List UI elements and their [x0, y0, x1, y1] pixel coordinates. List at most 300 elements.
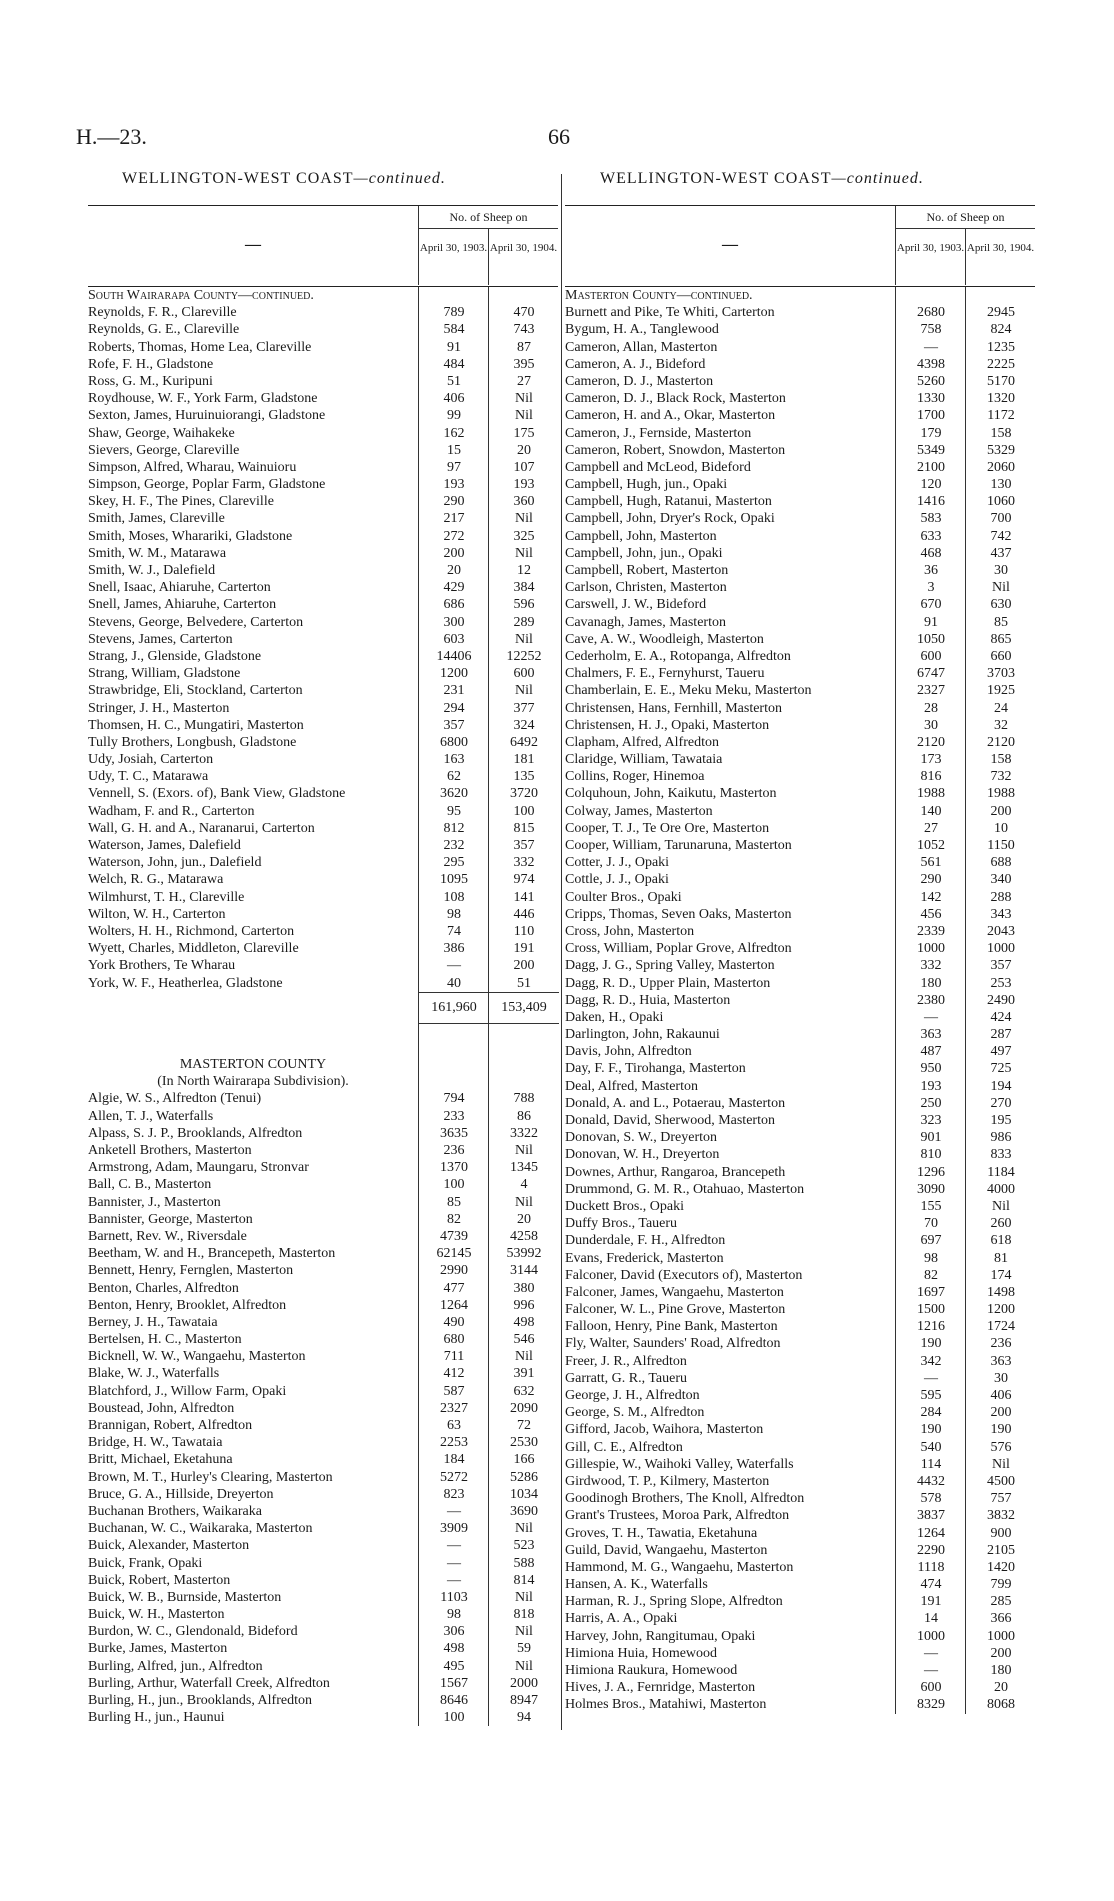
sheep-1903: 98	[418, 1606, 489, 1623]
sheep-1903: 97	[418, 459, 489, 476]
sheep-1903: 180	[895, 975, 966, 992]
owner-name: Simpson, George, Poplar Farm, Gladstone	[88, 477, 326, 493]
owner-name: Waterson, James, Dalefield	[88, 838, 241, 853]
sheep-1903: 142	[895, 889, 966, 906]
owner-name: Buick, W. B., Burnside, Masterton	[88, 1589, 282, 1605]
owner-name: Goodinogh Brothers, The Knoll, Alfredton	[565, 1491, 805, 1507]
owner-name: Wolters, H. H., Richmond, Carterton	[88, 923, 295, 939]
owner-name: Campbell and McLeod, Bideford	[565, 459, 751, 475]
sheep-1903: 406	[418, 390, 489, 407]
owner-name: Welch, R. G., Matarawa	[88, 872, 224, 888]
table-row	[88, 1348, 558, 1365]
owner-name: Bennett, Henry, Fernglen, Masterton	[88, 1263, 294, 1279]
left-section-b-heading	[88, 1056, 558, 1090]
owner-name: Groves, T. H., Tawatia, Eketahuna	[565, 1525, 758, 1541]
sheep-1903: 232	[418, 837, 489, 854]
sheep-1903: 1052	[895, 837, 966, 854]
owner-name: Campbell, Hugh, jun., Opaki	[565, 477, 728, 493]
table-row	[565, 906, 1035, 923]
owner-name: Hammond, M. G., Wangaehu, Masterton	[565, 1559, 794, 1575]
sheep-1904: 53992	[488, 1245, 559, 1262]
table-row	[88, 751, 558, 768]
owner-name: Christensen, H. J., Opaki, Masterton	[565, 717, 770, 733]
table-row	[88, 1211, 558, 1228]
table-row	[88, 768, 558, 785]
sheep-1904: 632	[488, 1383, 559, 1400]
sheep-1904: 325	[488, 528, 559, 545]
owner-name: Cameron, Robert, Snowdon, Masterton	[565, 442, 786, 458]
sheep-1903: 4398	[895, 356, 966, 373]
sheep-1904: 85	[965, 614, 1036, 631]
owner-name: Falconer, James, Wangaehu, Masterton	[565, 1284, 784, 1300]
cell-empty	[418, 1056, 489, 1073]
sheep-1904: 20	[965, 1679, 1036, 1696]
owner-name: Brannigan, Robert, Alfredton	[88, 1418, 253, 1433]
owner-name: Buick, Robert, Masterton	[88, 1572, 231, 1588]
table-row	[88, 1280, 558, 1297]
table-row	[88, 1194, 558, 1211]
table-row	[88, 785, 558, 802]
sheep-1903: 587	[418, 1383, 489, 1400]
owner-name: Cameron, H. and A., Okar, Masterton	[565, 408, 776, 424]
right-title-text: WELLINGTON-WEST COAST	[600, 170, 832, 187]
table-row	[565, 1593, 1035, 1610]
owner-name: Strang, J., Glenside, Gladstone	[88, 648, 262, 664]
sheep-1903: 342	[895, 1353, 966, 1370]
owner-name: Wadham, F. and R., Carterton	[88, 803, 255, 819]
table-row	[88, 1572, 558, 1589]
sheep-1904: 974	[488, 871, 559, 888]
table-row	[565, 1232, 1035, 1249]
sheep-1903: 14	[895, 1610, 966, 1627]
sheep-1903: 794	[418, 1090, 489, 1107]
table-row	[565, 1284, 1035, 1301]
owner-name: Thomsen, H. C., Mungatiri, Masterton	[88, 717, 304, 733]
sheep-1904: 285	[965, 1593, 1036, 1610]
sheep-1904: 174	[965, 1267, 1036, 1284]
sheep-1904: 12252	[488, 648, 559, 665]
sheep-1903: 332	[895, 957, 966, 974]
table-row	[88, 528, 558, 545]
table-row	[88, 1434, 558, 1451]
table-row	[565, 356, 1035, 373]
table-row	[88, 1589, 558, 1606]
sheep-1904: Nil	[488, 390, 559, 407]
sheep-1904: 30	[965, 562, 1036, 579]
sheep-1903: 1988	[895, 785, 966, 802]
table-row	[565, 1456, 1035, 1473]
table-row	[565, 1353, 1035, 1370]
table-row	[565, 785, 1035, 802]
owner-name: Day, F. F., Tirohanga, Masterton	[565, 1061, 746, 1077]
table-row	[565, 390, 1035, 407]
table-row	[565, 871, 1035, 888]
sheep-1903: 1103	[418, 1589, 489, 1606]
owner-name: Harman, R. J., Spring Slope, Alfredton	[565, 1594, 783, 1610]
sheep-1904: 725	[965, 1060, 1036, 1077]
sheep-1904: 3720	[488, 785, 559, 802]
table-row	[88, 1606, 558, 1623]
sheep-1904: 865	[965, 631, 1036, 648]
sheep-1903: 386	[418, 940, 489, 957]
sheep-1904: Nil	[488, 407, 559, 424]
sheep-1903: 1500	[895, 1301, 966, 1318]
table-row	[565, 1215, 1035, 1232]
sheep-1903: 200	[418, 545, 489, 562]
sheep-1904: 660	[965, 648, 1036, 665]
sheep-1903: 490	[418, 1314, 489, 1331]
sheep-1903: —	[895, 339, 966, 356]
table-row	[88, 923, 558, 940]
table-row	[565, 975, 1035, 992]
owner-name: Burling, H., jun., Brooklands, Alfredton	[88, 1693, 312, 1708]
owner-name: Smith, James, Clareville	[88, 511, 225, 527]
owner-name: Dagg, R. D., Upper Plain, Masterton	[565, 975, 771, 991]
table-row	[565, 837, 1035, 854]
sheep-1904: 253	[965, 975, 1036, 992]
owner-name: Christensen, Hans, Fernhill, Masterton	[565, 700, 782, 716]
sheep-1903: 3837	[895, 1507, 966, 1524]
owner-name: Wall, G. H. and A., Naranarui, Carterton	[88, 820, 315, 836]
sheep-1904: 986	[965, 1129, 1036, 1146]
table-row	[88, 425, 558, 442]
owner-name: Donald, David, Sherwood, Masterton	[565, 1113, 775, 1128]
sheep-1903: 686	[418, 596, 489, 613]
sheep-1903: 2380	[895, 992, 966, 1009]
owner-name: Cameron, J., Fernside, Masterton	[565, 425, 752, 441]
sheep-1904: 24	[965, 700, 1036, 717]
sheep-1903: 600	[895, 648, 966, 665]
sheep-1903: 1370	[418, 1159, 489, 1176]
owner-name: Falloon, Henry, Pine Bank, Masterton	[565, 1319, 778, 1335]
sheep-1903: 27	[895, 820, 966, 837]
sheep-1904: 343	[965, 906, 1036, 923]
left-table	[88, 205, 558, 1726]
owner-name: Stevens, James, Carterton	[88, 631, 233, 647]
sheep-1903: 357	[418, 717, 489, 734]
table-row	[565, 1387, 1035, 1404]
sheep-1904: 470	[488, 304, 559, 321]
owner-name: Benton, Charles, Alfredton	[88, 1280, 239, 1296]
owner-name: Ross, G. M., Kuripuni	[88, 373, 213, 389]
owner-name: Britt, Michael, Eketahuna	[88, 1452, 233, 1468]
table-row	[565, 614, 1035, 631]
table-row	[88, 510, 558, 527]
sheep-1904: 360	[488, 493, 559, 510]
owner-name: George, J. H., Alfredton	[565, 1388, 700, 1403]
right-table-header	[565, 205, 1035, 287]
sheep-1903: 477	[418, 1280, 489, 1297]
sheep-1904: 2060	[965, 459, 1036, 476]
owner-name: Cameron, D. J., Masterton	[565, 373, 714, 389]
sheep-1904: Nil	[488, 1658, 559, 1675]
sheep-1904: 2945	[965, 304, 1036, 321]
sheep-1903: 20	[418, 562, 489, 579]
sheep-1904: 195	[965, 1112, 1036, 1129]
document-id: H.—23.	[76, 124, 147, 149]
owner-name: Cave, A. W., Woodleigh, Masterton	[565, 631, 764, 647]
sheep-1903: 62145	[418, 1245, 489, 1262]
owner-name: Donovan, S. W., Dreyerton	[565, 1130, 718, 1146]
sheep-1904: 200	[488, 957, 559, 974]
cell-empty	[488, 1073, 559, 1090]
sheep-1903: —	[895, 1009, 966, 1026]
sheep-1903: 290	[895, 871, 966, 888]
owner-name: Wilton, W. H., Carterton	[88, 906, 226, 922]
sheep-1904: 107	[488, 459, 559, 476]
owner-name: Cavanagh, James, Masterton	[565, 614, 726, 630]
sheep-1903: 711	[418, 1348, 489, 1365]
sheep-1903: 697	[895, 1232, 966, 1249]
page-number: 66	[548, 124, 570, 149]
cell-empty	[488, 1022, 559, 1039]
owner-name: Smith, W. J., Dalefield	[88, 563, 216, 578]
table-row	[88, 1176, 558, 1193]
table-row	[565, 682, 1035, 699]
sheep-1904: 10	[965, 820, 1036, 837]
sheep-1904: 1988	[965, 785, 1036, 802]
owner-name: Cameron, Allan, Masterton	[565, 339, 718, 355]
owner-name: Cottle, J. J., Opaki	[565, 872, 669, 888]
table-row	[88, 442, 558, 459]
owner-name: Buick, W. H., Masterton	[88, 1607, 225, 1623]
table-row	[88, 1503, 558, 1520]
sheep-1903: 468	[895, 545, 966, 562]
sheep-1903: 1567	[418, 1675, 489, 1692]
sheep-1903: 1264	[418, 1297, 489, 1314]
owner-name: Donald, A. and L., Potaerau, Masterton	[565, 1095, 786, 1111]
sheep-1904: 200	[965, 1404, 1036, 1421]
column-divider	[561, 174, 562, 1730]
sheep-1903: 583	[895, 510, 966, 527]
sheep-1903: 306	[418, 1623, 489, 1640]
sheep-1903: 8329	[895, 1696, 966, 1713]
table-row	[565, 1559, 1035, 1576]
sheep-1903: 487	[895, 1043, 966, 1060]
sheep-1903: 323	[895, 1112, 966, 1129]
table-row	[88, 1383, 558, 1400]
sheep-1904: 332	[488, 854, 559, 871]
sheep-1903: 15	[418, 442, 489, 459]
owner-name: Fly, Walter, Saunders' Road, Alfredton	[565, 1336, 781, 1352]
sheep-1903: 789	[418, 304, 489, 321]
table-row	[565, 1696, 1035, 1713]
owner-name: Smith, W. M., Matarawa	[88, 545, 227, 561]
owner-name: Roydhouse, W. F., York Farm, Gladstone	[88, 391, 318, 407]
table-row	[88, 889, 558, 906]
left-total-1903: 161,960	[418, 992, 489, 1024]
owner-name: Stringer, J. H., Masterton	[88, 700, 230, 716]
sheep-1903: 108	[418, 889, 489, 906]
cell-empty	[418, 1022, 489, 1039]
table-row	[565, 1060, 1035, 1077]
table-row	[88, 631, 558, 648]
sheep-1904: 288	[965, 889, 1036, 906]
sheep-1903: 2990	[418, 1262, 489, 1279]
sheep-1904: 1320	[965, 390, 1036, 407]
left-header-group: No. of Sheep on	[418, 206, 558, 229]
sheep-1903: 163	[418, 751, 489, 768]
sheep-1904: 757	[965, 1490, 1036, 1507]
sheep-1904: Nil	[488, 1348, 559, 1365]
sheep-1903: 901	[895, 1129, 966, 1146]
sheep-1903: 30	[895, 717, 966, 734]
table-row	[565, 768, 1035, 785]
table-row	[88, 700, 558, 717]
table-row	[88, 562, 558, 579]
right-header-group: No. of Sheep on	[895, 206, 1035, 229]
table-row	[565, 407, 1035, 424]
sheep-1904: 596	[488, 596, 559, 613]
owner-name: Bannister, J., Masterton	[88, 1194, 221, 1210]
table-row	[565, 1525, 1035, 1542]
sheep-1904: 27	[488, 373, 559, 390]
sheep-1903: 272	[418, 528, 489, 545]
owner-name: Buick, Alexander, Masterton	[88, 1538, 250, 1554]
table-row	[565, 528, 1035, 545]
sheep-1903: 2290	[895, 1542, 966, 1559]
sheep-1903: 14406	[418, 648, 489, 665]
sheep-1904: 2090	[488, 1400, 559, 1417]
owner-name: Hives, J. A., Fernridge, Masterton	[565, 1680, 756, 1696]
owner-name: Himiona Huia, Homewood	[565, 1645, 718, 1661]
sheep-1903: 498	[418, 1640, 489, 1657]
owner-name: Reynolds, G. E., Clareville	[88, 322, 240, 338]
sheep-1903: 600	[895, 1679, 966, 1696]
sheep-1904: 996	[488, 1297, 559, 1314]
sheep-1903: 1330	[895, 390, 966, 407]
sheep-1903: 1697	[895, 1284, 966, 1301]
owner-name: Downes, Arthur, Rangaroa, Brancepeth	[565, 1164, 786, 1180]
sheep-1904: 1498	[965, 1284, 1036, 1301]
sheep-1903: 4739	[418, 1228, 489, 1245]
sheep-1904: 1000	[965, 940, 1036, 957]
owner-name: Udy, T. C., Matarawa	[88, 769, 209, 785]
table-row	[88, 1365, 558, 1382]
right-header-col2: April 30, 1904.	[965, 229, 1035, 285]
left-title-text: WELLINGTON-WEST COAST	[122, 170, 354, 187]
owner-name: Snell, James, Ahiaruhe, Carterton	[88, 597, 277, 613]
left-total-row	[88, 992, 558, 1022]
sheep-1904: 700	[965, 510, 1036, 527]
sheep-1903: 5272	[418, 1469, 489, 1486]
owner-name: Darlington, John, Rakaunui	[565, 1027, 720, 1043]
owner-name: Campbell, John, Masterton	[565, 528, 717, 544]
sheep-1903: 1095	[418, 871, 489, 888]
table-row	[88, 1090, 558, 1107]
sheep-1903: 179	[895, 425, 966, 442]
sheep-1903: 91	[895, 614, 966, 631]
sheep-1904: 576	[965, 1439, 1036, 1456]
sheep-1903: 1000	[895, 940, 966, 957]
owner-name: Falconer, David (Executors of), Masterton	[565, 1267, 803, 1283]
table-row	[88, 1451, 558, 1468]
sheep-1904: 4	[488, 1176, 559, 1193]
sheep-1904: 20	[488, 1211, 559, 1228]
table-row	[88, 975, 558, 992]
sheep-1904: 30	[965, 1370, 1036, 1387]
sheep-1904: Nil	[965, 579, 1036, 596]
sheep-1904: 181	[488, 751, 559, 768]
table-row	[565, 1318, 1035, 1335]
table-row	[565, 1112, 1035, 1129]
owner-name: Berney, J. H., Tawataia	[88, 1314, 218, 1330]
sheep-1903: —	[418, 957, 489, 974]
owner-name: Snell, Isaac, Ahiaruhe, Carterton	[88, 580, 271, 596]
table-row	[88, 459, 558, 476]
sheep-1904: 1184	[965, 1164, 1036, 1181]
left-total-1904: 153,409	[488, 992, 559, 1024]
table-row	[565, 1095, 1035, 1112]
table-row	[88, 1555, 558, 1572]
table-row	[88, 648, 558, 665]
owner-name: Blake, W. J., Waterfalls	[88, 1366, 220, 1382]
owner-name: York Brothers, Te Wharau	[88, 958, 236, 974]
owner-name: Benton, Henry, Brooklet, Alfredton	[88, 1297, 287, 1313]
sheep-1904: 100	[488, 803, 559, 820]
sheep-1903: 595	[895, 1387, 966, 1404]
sheep-1904: 363	[965, 1353, 1036, 1370]
sheep-1904: 788	[488, 1090, 559, 1107]
sheep-1904: 1060	[965, 493, 1036, 510]
left-header-dash: —	[245, 236, 261, 253]
sheep-1904: 1235	[965, 339, 1036, 356]
table-row	[88, 1245, 558, 1262]
sheep-1903	[418, 287, 489, 304]
table-row	[565, 1490, 1035, 1507]
table-row	[88, 734, 558, 751]
sheep-1904: 799	[965, 1576, 1036, 1593]
sheep-1903: 3635	[418, 1125, 489, 1142]
sheep-1903: 578	[895, 1490, 966, 1507]
right-header-col1: April 30, 1903.	[895, 229, 965, 285]
sheep-1904: 406	[965, 1387, 1036, 1404]
sheep-1904: 270	[965, 1095, 1036, 1112]
owner-name: Barnett, Rev. W., Riversdale	[88, 1228, 247, 1244]
sheep-1903: 250	[895, 1095, 966, 1112]
table-row	[565, 1301, 1035, 1318]
owner-name: Buick, Frank, Opaki	[88, 1555, 203, 1571]
sheep-1904: 1345	[488, 1159, 559, 1176]
table-row	[88, 356, 558, 373]
sheep-1904: 4000	[965, 1181, 1036, 1198]
sheep-1903: 2327	[418, 1400, 489, 1417]
owner-name: Dagg, R. D., Huia, Masterton	[565, 992, 731, 1008]
table-row	[565, 545, 1035, 562]
sheep-1903: 2680	[895, 304, 966, 321]
owner-name: Girdwood, T. P., Kilmery, Masterton	[565, 1473, 770, 1489]
owner-name: Bruce, G. A., Hillside, Dreyerton	[88, 1486, 274, 1502]
sheep-1904: 191	[488, 940, 559, 957]
page-header	[0, 124, 1114, 154]
table-row	[565, 1181, 1035, 1198]
sheep-1903: 3	[895, 579, 966, 596]
sheep-1903: 231	[418, 682, 489, 699]
sheep-1904: 2490	[965, 992, 1036, 1009]
sheep-1903: 98	[895, 1250, 966, 1267]
sheep-1903: 561	[895, 854, 966, 871]
owner-name: Buchanan, W. C., Waikaraka, Masterton	[88, 1521, 313, 1537]
sheep-1904: 20	[488, 442, 559, 459]
owner-name: Himiona Raukura, Homewood	[565, 1663, 738, 1678]
table-row	[565, 889, 1035, 906]
sheep-1904: 324	[488, 717, 559, 734]
sheep-1903: —	[418, 1503, 489, 1520]
right-rows-masterton	[565, 287, 1035, 1714]
table-row	[88, 1108, 558, 1125]
sheep-1904: 395	[488, 356, 559, 373]
sheep-1903: 680	[418, 1331, 489, 1348]
